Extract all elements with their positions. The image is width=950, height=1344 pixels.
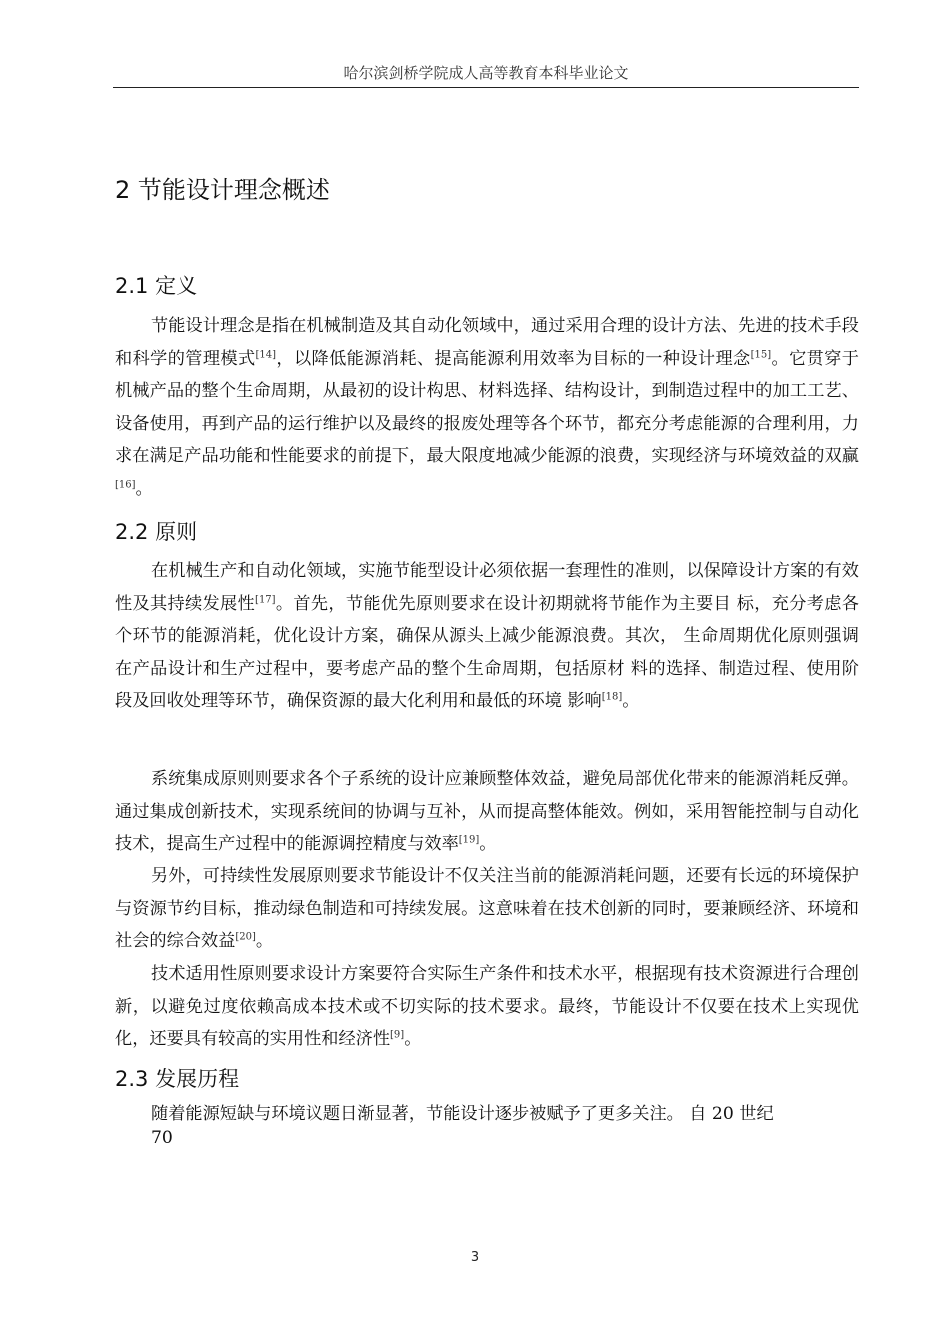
citation: [16]	[115, 479, 136, 491]
running-header: 哈尔滨剑桥学院成人高等教育本科毕业论文	[343, 64, 629, 82]
paragraph-definition: 节能设计理念是指在机械制造及其自动化领域中，通过采用合理的设计方法、先进的技术手段和科学的管理模式[14]，以降低能源消耗、提高能源利用效率为目标的一种设计理念[15]。它贯穿于机械产品的整个生命周期，从最初的设计构思、材料选择、结构设计，到制造过程中的加工工艺、设备使用，再到产品的运行维护以及最终的报废处理等各个环节，都充分考虑能源的合理利用，力求在满足产品功能和性能要求的前提下，最大限度地减少能源的浪费，实现经济与环境效益的双赢[16]。	[115, 316, 859, 499]
citation: [14]	[255, 348, 277, 360]
paragraph-sustainability: 另外，可持续性发展原则要求节能设计不仅关注当前的能源消耗问题，还要有长远的环境保护与资源节约目标，推动绿色制造和可持续发展。这意味着在技术创新的同时，要兼顾经济、环境和社会的综合效益[20]。	[115, 866, 859, 952]
citation: [15]	[750, 348, 772, 360]
paragraph-principles-intro: 在机械生产和自动化领域，实施节能型设计必须依据一套理性的准则，以保障设计方案的有效性及其持续发展性[17]。首先，节能优先原则要求在设计初期就将节能作为主要目 标，充分考虑各个环节的能源消耗，优化设计方案，确保从源头上减少能源浪费。其次， 生命周期优化原则强调在产品设计和生产过程中，要考虑产品的整个生命周期，包括原材 料的选择、制造过程、使用阶段及回收处理等环节，确保资源的最大化利用和最低的环境 影响[18]。	[115, 561, 859, 712]
chapter-title: 2 节能设计理念概述	[115, 176, 330, 204]
citation: [18]	[601, 691, 623, 703]
page-number: 3	[470, 1250, 480, 1265]
section-title-definition: 2.1 定义	[115, 274, 198, 298]
citation: [9]	[390, 1029, 405, 1041]
header-divider	[113, 87, 859, 88]
paragraph-system-integration: 系统集成原则则要求各个子系统的设计应兼顾整体效益，避免局部优化带来的能源消耗反弹。通过集成创新技术，实现系统间的协调与互补，从而提高整体能效。例如，采用智能控制与自动化技术，提高生产过程中的能源调控精度与效率[19]。	[115, 769, 859, 855]
paragraph-history: 随着能源短缺与环境议题日渐显著，节能设计逐步被赋予了更多关注。 自 20 世纪 70	[151, 1104, 774, 1148]
citation: [17]	[255, 593, 276, 605]
section-title-principles: 2.2 原则	[115, 520, 198, 544]
citation: [19]	[458, 834, 480, 846]
paragraph-applicability: 技术适用性原则要求设计方案要符合实际生产条件和技术水平，根据现有技术资源进行合理创新，以避免过度依赖高成本技术或不切实际的技术要求。最终，节能设计不仅要在技术上实现优化，还要具有较高的实用性和经济性[9]。	[115, 964, 859, 1050]
section-title-history: 2.3 发展历程	[115, 1067, 240, 1091]
citation: [20]	[235, 931, 256, 943]
